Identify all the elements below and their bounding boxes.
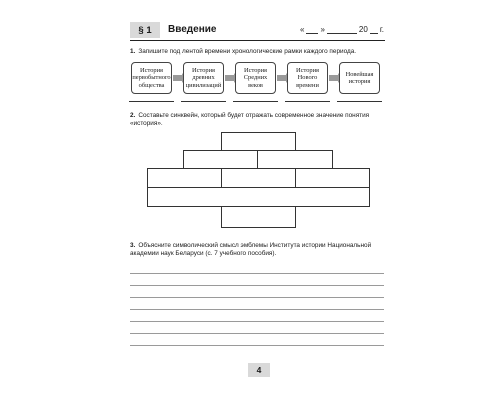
- header-rule: [130, 40, 385, 41]
- task-2-prompt: [130, 112, 385, 129]
- task-1-number: 1.: [130, 48, 136, 55]
- timeline-arrow-icon: [173, 75, 182, 81]
- timeline-answer-line[interactable]: [337, 101, 382, 102]
- task-3-number: 3.: [130, 242, 136, 249]
- timeline-answer-line[interactable]: [233, 101, 278, 102]
- answer-writing-line[interactable]: [130, 297, 384, 298]
- date-day-blank[interactable]: [306, 25, 318, 34]
- cinquain-line-3-cell[interactable]: [147, 168, 222, 188]
- cinquain-line-1-cell[interactable]: [221, 132, 296, 151]
- date-close-quote: »: [320, 25, 325, 34]
- cinquain-line-5-cell[interactable]: [221, 206, 296, 228]
- timeline-period-middle-ages: История Средних веков: [235, 62, 276, 94]
- timeline-period-contemporary: Новейшая история: [339, 62, 380, 94]
- timeline-period-ancient: История древних цивилизаций: [183, 62, 224, 94]
- year-suffix: г.: [379, 25, 384, 34]
- answer-writing-line[interactable]: [130, 333, 384, 334]
- timeline-answer-line[interactable]: [285, 101, 330, 102]
- answer-writing-line[interactable]: [130, 273, 384, 274]
- answer-writing-line[interactable]: [130, 285, 384, 286]
- task-2-text: Составьте синквейн, который будет отражать современное значение понятия «история».: [130, 112, 370, 128]
- date-month-blank[interactable]: [327, 25, 357, 34]
- timeline-arrow-icon: [329, 75, 338, 81]
- answer-writing-line[interactable]: [130, 309, 384, 310]
- timeline-arrow-icon: [225, 75, 234, 81]
- task-1-prompt: [130, 48, 385, 56]
- section-number-badge: § 1: [130, 22, 160, 38]
- cinquain-line-3-cell[interactable]: [221, 168, 296, 188]
- task-3-prompt: [130, 242, 385, 259]
- cinquain-line-3-cell[interactable]: [295, 168, 370, 188]
- timeline-arrow-icon: [277, 75, 286, 81]
- date-field: [300, 25, 384, 34]
- year-blank[interactable]: [370, 25, 378, 34]
- year-prefix: 20: [358, 25, 368, 34]
- answer-writing-line[interactable]: [130, 345, 384, 346]
- page-number: 4: [248, 363, 270, 377]
- task-1-text: Запишите под лентой времени хронологические рамки каждого периода.: [138, 48, 357, 55]
- answer-writing-line[interactable]: [130, 321, 384, 322]
- timeline-period-modern: История Нового времени: [287, 62, 328, 94]
- date-open-quote: «: [300, 25, 305, 34]
- timeline-answer-line[interactable]: [181, 101, 226, 102]
- task-3-text: Объясните символический смысл эмблемы Института истории Национальной академии наук Беларуси (с. 7 учебного пособия).: [130, 242, 372, 258]
- cinquain-line-2-cell[interactable]: [257, 150, 333, 169]
- cinquain-line-2-cell[interactable]: [183, 150, 258, 169]
- task-2-number: 2.: [130, 112, 136, 119]
- cinquain-line-4-cell[interactable]: [147, 187, 370, 207]
- timeline-period-primitive: История первобытного общества: [131, 62, 172, 94]
- timeline-answer-line[interactable]: [129, 101, 174, 102]
- section-title: Введение: [168, 24, 217, 35]
